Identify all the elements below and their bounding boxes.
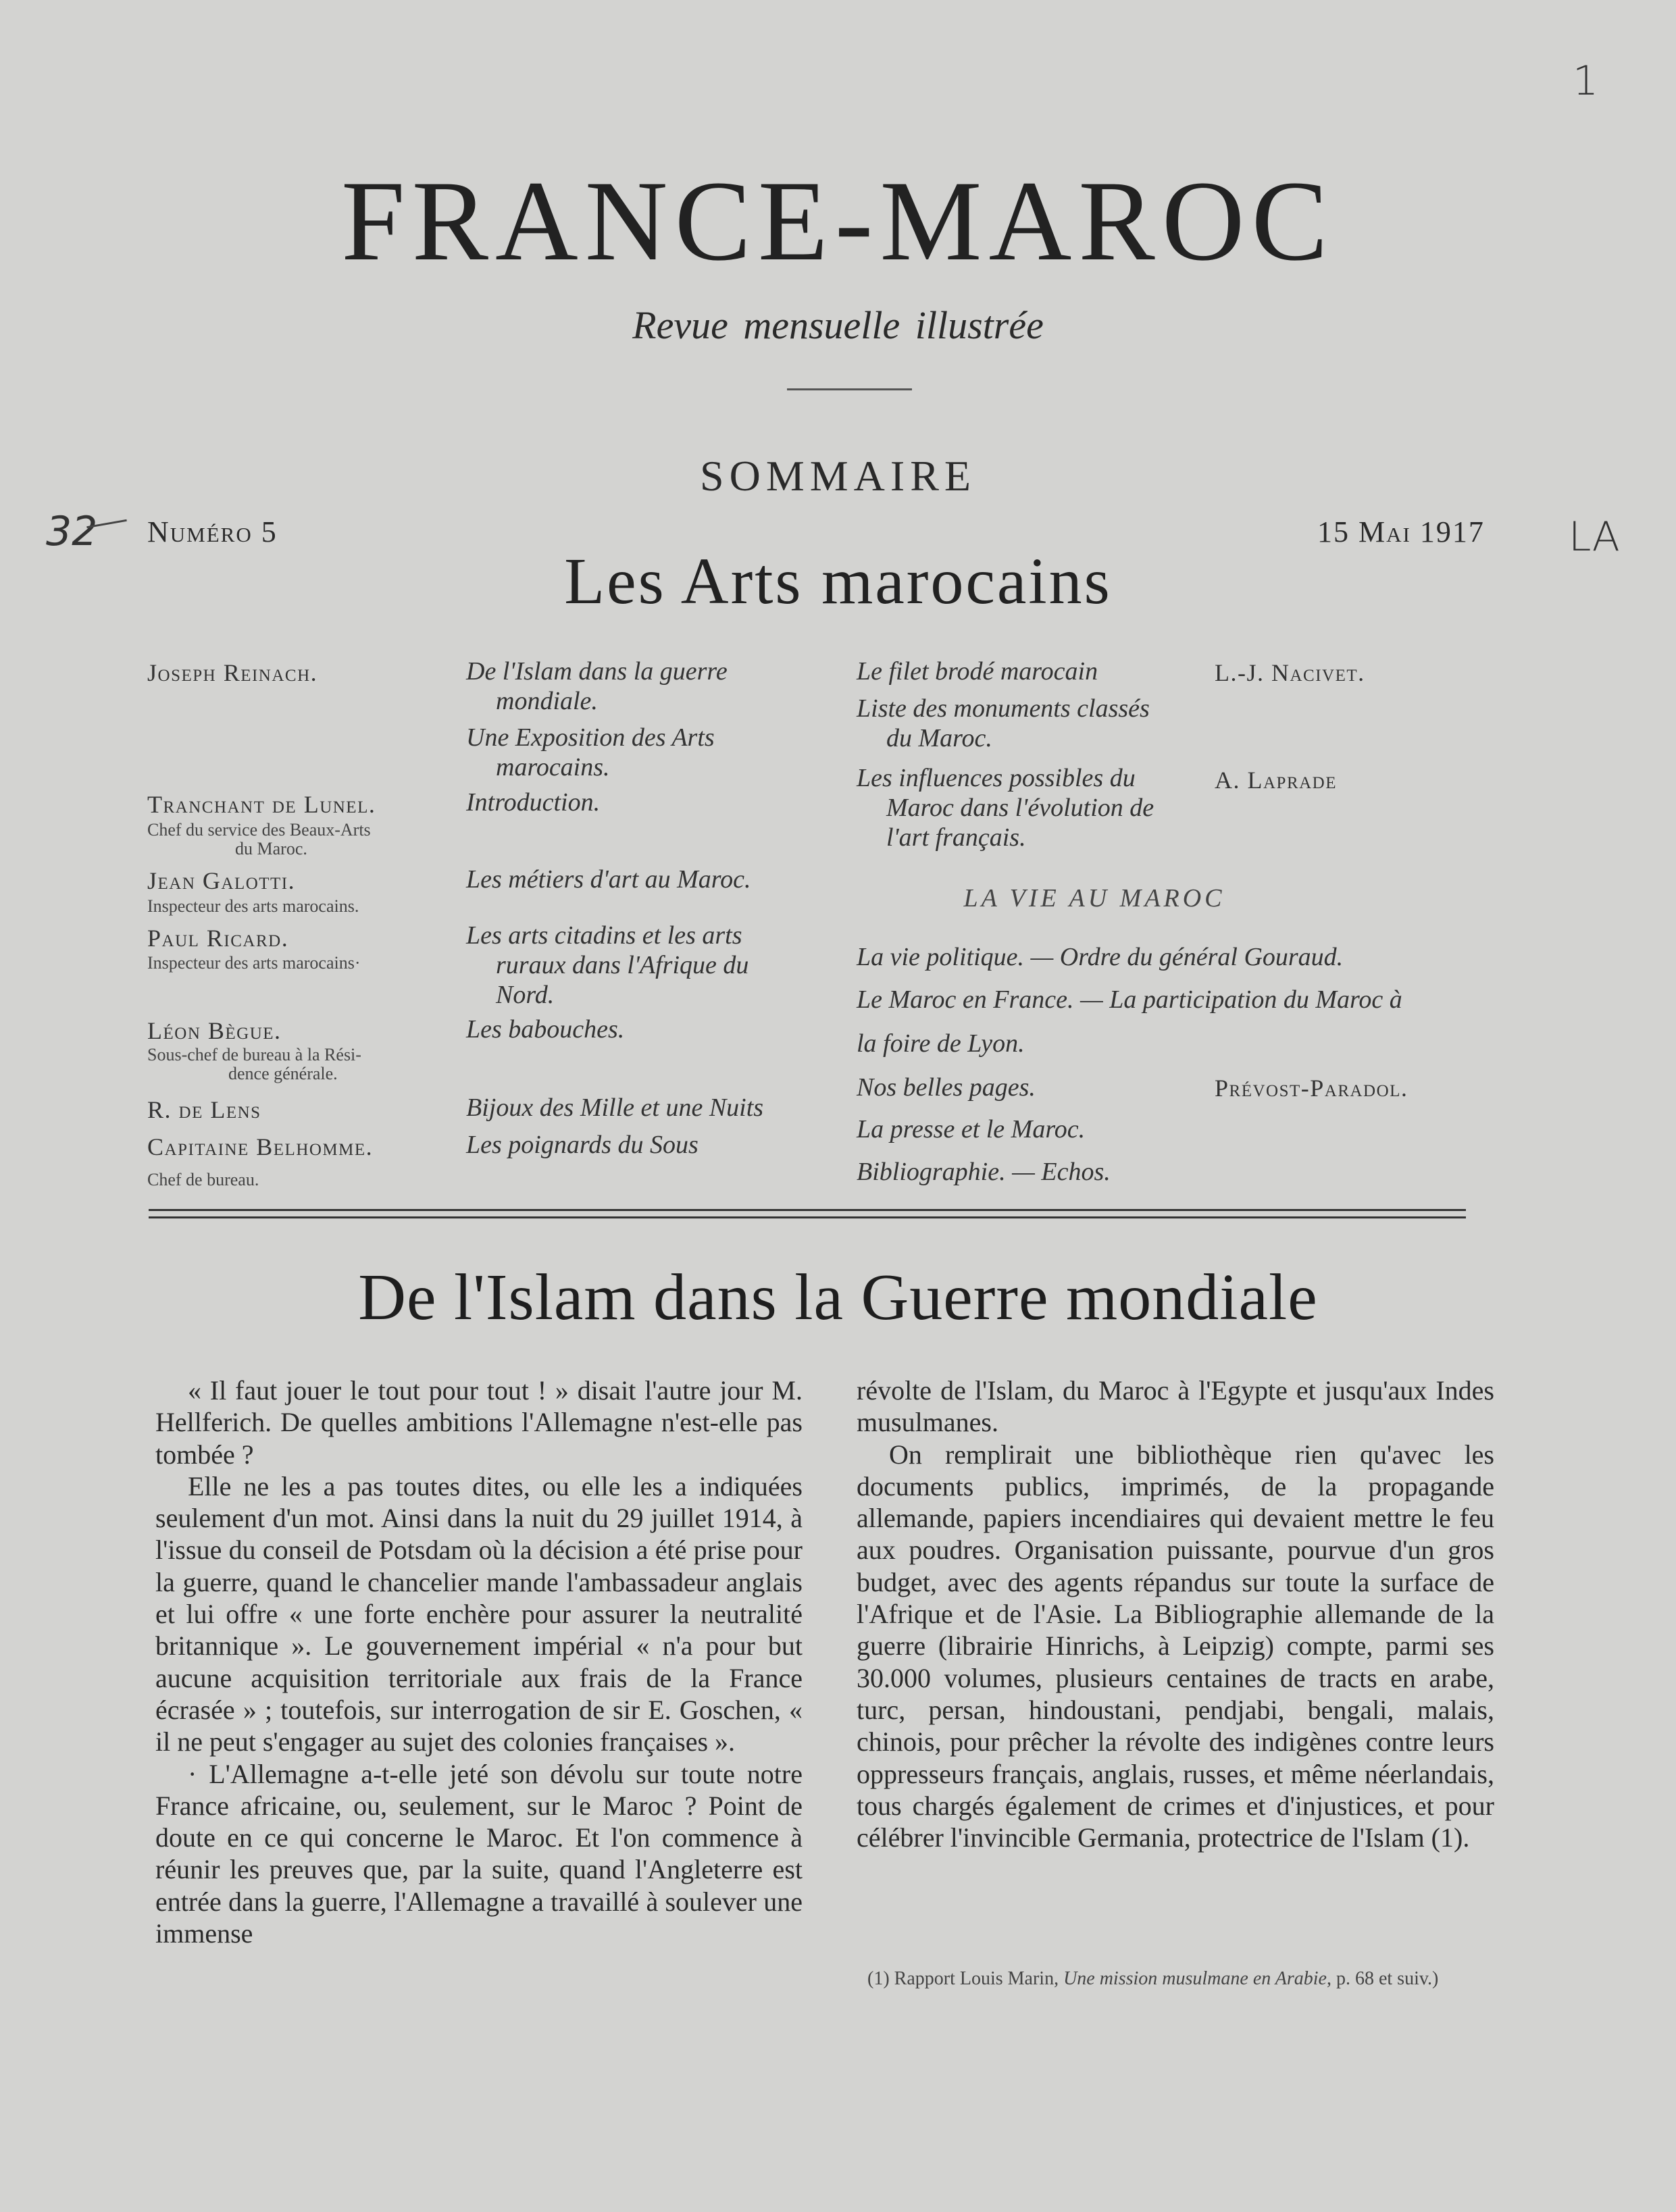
vie-item: Bibliographie. — Echos. bbox=[857, 1158, 1111, 1186]
vie-item: Nos belles pages. bbox=[857, 1073, 1036, 1102]
issue-date: 15 Mai 1917 bbox=[1317, 515, 1485, 548]
toc-article: Les poignards du Sous bbox=[466, 1131, 699, 1159]
toc-article: Le filet brodé marocain bbox=[857, 657, 1098, 686]
footnote-suffix: , p. 68 et suiv.) bbox=[1326, 1968, 1439, 1989]
footnote-prefix: (1) Rapport Louis Marin, bbox=[867, 1968, 1064, 1989]
page-number: 1 bbox=[1573, 57, 1599, 105]
article-column-2 bbox=[857, 1374, 1494, 1853]
toc-article: Introduction. bbox=[466, 788, 601, 817]
handwritten-annotation-right: LA bbox=[1569, 513, 1620, 561]
toc-article: Liste des monuments classés du Maroc. bbox=[857, 694, 1150, 752]
vie-item: La vie politique. — Ordre du général Gouraud. bbox=[857, 943, 1344, 971]
toc-article: Les métiers d'art au Maroc. bbox=[466, 865, 751, 894]
toc-article: Les arts citadins et les arts ruraux dans l'Afrique du Nord. bbox=[466, 921, 749, 1009]
vie-au-maroc-heading: LA VIE AU MAROC bbox=[963, 884, 1225, 912]
toc-author-sub: Chef de bureau. bbox=[147, 1170, 259, 1189]
toc-article: Les influences possibles du Maroc dans l'évolution de l'art français. bbox=[857, 764, 1154, 852]
toc-author-tranchant: Tranchant de Lunel. bbox=[147, 791, 376, 818]
vie-item: La presse et le Maroc. bbox=[857, 1115, 1086, 1143]
article-paragraph: révolte de l'Islam, du Maroc à l'Egypte et jusqu'aux Indes musulmanes. bbox=[857, 1375, 1494, 1438]
masthead-title: FRANCE-MAROC bbox=[341, 157, 1335, 284]
toc-author-prevost-paradol: Prévost-Paradol. bbox=[1215, 1075, 1408, 1102]
toc-author-lens: R. de Lens bbox=[147, 1096, 261, 1123]
footnote-title: Une mission musulmane en Arabie bbox=[1063, 1968, 1327, 1989]
toc-author-ricard: Paul Ricard. bbox=[147, 925, 289, 952]
article-paragraph: Elle ne les a pas toutes dites, ou elle les a indiquées seulement d'un mot. Ainsi dans la nuit du 29 juillet 1914, à l'issue du conseil de Potsdam où la décision a été prise pour la guerre, quand le chancelier mande l'ambassadeur anglais et lui offre « une forte enchère pour assurer la neutralité britannique ». Le gouvernement impérial « n'a pour but aucune acquisition territoriale aux frais de la France écrasée » ; toutefois, sur interrogation de sir E. Goschen, « il ne peut s'engager au sujet des colonies françaises ». bbox=[155, 1470, 803, 1757]
theme-title: Les Arts marocains bbox=[564, 545, 1112, 618]
vie-item: la foire de Lyon. bbox=[857, 1029, 1025, 1058]
toc-author-sub: Inspecteur des arts marocains. bbox=[147, 896, 359, 916]
toc-author-sub: Sous-chef de bureau à la Rési- dence générale. bbox=[147, 1045, 361, 1083]
article-paragraph: On remplirait une bibliothèque rien qu'avec les documents publics, imprimés, de la propagande allemande, papiers incendiaires qui devaient mettre le feu aux poudres. Organisation puissante, pourvue d'un gros budget, avec des agents répandus sur toute la surface de l'Afrique et de l'Asie. La Bibliographie allemande de la guerre (librairie Hinrichs, à Leipzig) compte, parmi ses 30.000 volumes, plusieurs centaines de tracts en arabe, turc, persan, hindoustani, pendjabi, bengali, malais, chinois, pour prêcher la révolte des indigènes contre leurs oppresseurs français, anglais, russes, et même néerlandais, tous chargés également de crimes et d'injustices, et pour célébrer l'invincible Germania, protectrice de l'Islam (1). bbox=[857, 1439, 1494, 1853]
section-double-rule bbox=[149, 1209, 1466, 1218]
toc-article: Une Exposition des Arts marocains. bbox=[466, 723, 715, 781]
sommaire-heading: SOMMAIRE bbox=[700, 452, 976, 500]
toc-author-sub: Chef du service des Beaux-Arts du Maroc. bbox=[147, 820, 371, 858]
title-divider bbox=[787, 388, 912, 390]
masthead-subtitle: Revue mensuelle illustrée bbox=[632, 303, 1044, 347]
vie-item: Le Maroc en France. — La participation du Maroc à bbox=[857, 985, 1402, 1014]
article-footnote bbox=[851, 1967, 1493, 1990]
toc-author-reinach: Joseph Reinach. bbox=[147, 659, 318, 686]
toc-author-laprade: A. Laprade bbox=[1215, 767, 1338, 794]
toc-author-belhomme: Capitaine Belhomme. bbox=[147, 1133, 374, 1160]
article-paragraph: « Il faut jouer le tout pour tout ! » disait l'autre jour M. Hellferich. De quelles ambitions l'Allemagne n'est-elle pas tombée ? bbox=[155, 1375, 803, 1470]
article-paragraph: · L'Allemagne a-t-elle jeté son dévolu sur toute notre France africaine, ou, seulement, sur le Maroc ? Point de doute en ce qui concerne le Maroc. Et l'on commence à réunir les preuves que, par la suite, quand l'Angleterre est entrée dans la guerre, l'Allemagne a travaillé à soulever une immense bbox=[155, 1758, 803, 1949]
handwritten-annotation-left: 32 bbox=[46, 508, 98, 555]
toc-author-sub: Inspecteur des arts marocains· bbox=[147, 953, 361, 973]
toc-author-galotti: Jean Galotti. bbox=[147, 867, 296, 894]
toc-article: Les babouches. bbox=[466, 1015, 625, 1044]
article-column-1 bbox=[155, 1374, 803, 1949]
article-title: De l'Islam dans la Guerre mondiale bbox=[358, 1261, 1318, 1334]
toc-article: Bijoux des Mille et une Nuits bbox=[466, 1094, 764, 1122]
toc-author-begue: Léon Bègue. bbox=[147, 1017, 282, 1044]
toc-article: De l'Islam dans la guerre mondiale. bbox=[466, 657, 728, 715]
issue-number: Numéro 5 bbox=[147, 515, 278, 548]
toc-author-nacivet: L.-J. Nacivet. bbox=[1215, 659, 1365, 686]
